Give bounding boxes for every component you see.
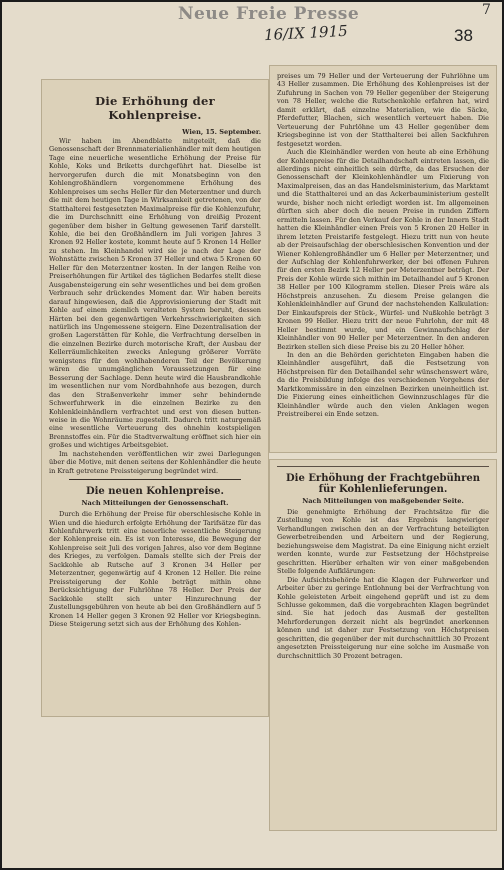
article2-continued-paragraph-2: Auch die Kleinhändler werden von heute ab eine Erhöhung der Kohlenpreise für die Detailhandschaft eintreten lassen, die allerdings nicht einheitlich sein dürfte, da das Ersuchen der Genossenschaft der Kleinkohlenhändler um Fixierung von Maximalpreisen, das an das Handelsministerium, das Marktamt und die Statthalterei und an das Ackerbauministerium gestellt wurde, bisher noch nicht erledigt worden ist. Im allgemeinen dürften sich aber doch die neuen Preise in runden Ziffern ermitteln lassen. Für den Verkauf der Kohle in der Innern Stadt hatten die Kleinhändler einen Preis von 5 Kronen 20 Heller in ihrem letzten Preistarife festgelegt. Hiezu tritt nun von heute ab der Preisaufschlag der oberschlesischen Konvention und der Wiener Kohlengroßhändler um 6 Heller per Meterzentner, und der Aufschlag der Kohlenfuhrwerker, der bei offenen Fuhren für den ersten Bezirk 12 Heller per Meterzentner beträgt. Der Preis der Kohle würde sich mithin im Detailhandel auf 5 Kronen 38 Heller per 100 Kilogramm stellen. Dieser Preis wäre als Höchstpreis anzusehen. Zu diesem Preise gelangen die Kohlenkleinhändler auf Grund der nachstehenden Kalkulation: Der Einkaufspreis der Stück-, Würfel- und Nußkohle beträgt 3 Kronen 99 Heller. Hiezu tritt der neue Fuhrlohn, der mit 48 Heller bestimmt wurde, und ein Gewinnaufschlag der Kleinhändler von 90 Heller per Meterzentner. In den anderen Bezirken stellen sich diese Preise bis zu 20 Heller höher.	[277, 148, 489, 351]
article3-title: Die Erhöhung der Frachtgebühren für Kohlenlieferungen.	[286, 473, 480, 495]
handwritten-date: 16/IX 1915	[263, 21, 349, 45]
divider	[69, 479, 241, 480]
clipping-sheet	[2, 2, 502, 868]
article2-paragraph-1: Durch die Erhöhung der Preise für oberschlesische Kohle in Wien und die hiedurch erfolgte Erhöhung der Tarifsätze für das Kohlenfuhrwerk tritt eine neuerliche wesentliche Steigerung der Kohlenpreise ein. Es ist von Interesse, die Bewegung der Kohlenpreise seit Juli des vorigen Jahres, also vor dem Beginne des Krieges, zu verfolgen. Damals stellte sich der Preis der Sackkohle ab Rutsche auf 3 Kronen 34 Heller per Meterzentner, gegenwärtig auf 4 Kronen 12 Heller. Die reine Preissteigerung der Kohle beträgt mithin ohne Berücksichtigung der Fuhrlöhne 78 Heller. Der Preis der Sackkohle stellt sich unter Hinzurechnung der Zustellungsgebühren von heute ab bei den Großhändlern auf 5 Kronen 14 Heller gegen 3 Kronen 92 Heller vor Kriegsbeginn. Diese Steigerung setzt sich aus der Erhöhung des Kohlen-	[49, 510, 261, 629]
newspaper-masthead: Neue Freie Presse	[178, 4, 360, 24]
article2-continued-paragraph-1: preises um 79 Heller und der Verteuerung der Fuhrlöhne um 43 Heller zusammen. Die Erhöhung des Kohlenpreises ist der Zufuhrung in Sachen von 79 Heller gegenüber der Steigerung von 78 Heller, welche die Rutschenkohle erfahren hat, wird damit erklärt, daß einzelne Materialien, wie die Säcke, Pferdefutter, Blachen, sich wesentlich verteuert haben. Die Verteuerung der Fuhrlöhne um 43 Heller gegenüber dem Kriegsbeginne ist von der Statthalterei bei allen Sackfuhren festgesetzt worden.	[277, 72, 489, 148]
article1-dateline: Wien, 15. September.	[182, 128, 261, 136]
article2-continued-paragraph-3: In den an die Behörden gerichteten Eingaben haben die Kleinhändler ausgeführt, daß die Festsetzung von Höchstpreisen für den Detailhandel sehr wünschenswert wäre, da die Preisbildung infolge des verschiedenen Vorgehens der Marktkommissäre in den einzelnen Bezirken uneinheitlich ist. Die Fixierung eines einheitlichen Gewinnzuschlages für die Kleinhändler würde auch den vielen Anklagen wegen Preistreiberei ein Ende setzen.	[277, 350, 489, 419]
page-number: 38	[454, 26, 473, 45]
clipping-right-top	[270, 66, 496, 452]
article2-subtitle: Nach Mitteilungen der Genossenschaft.	[81, 499, 229, 508]
article2-title: Die neuen Kohlenpreise.	[85, 486, 225, 498]
article3-subtitle: Nach Mitteilungen von maßgebender Seite.	[302, 497, 464, 505]
corner-mark: 7	[482, 2, 491, 18]
article3-paragraph-2: Die Aufsichtsbehörde hat die Klagen der Fuhrwerker und Arbeiter über zu geringe Entlohnung bei der Verfrachtung von Kohle geleisteten Arbeit eingehend geprüft und ist zu dem Schlusse gekommen, daß die vorgebrachten Klagen begründet sind. Sie hat jedoch das Ausmaß der gestellten Mehrforderungen derzeit nicht als begründet anerkennen können und ist daher zur Festsetzung von Höchstpreisen geschritten, die gegenüber der mit durchschnittlich 30 Prozent angesetzten Preissteigerung nur eine solche im Ausmaße von durchschnittlich 30 Prozent betragen.	[277, 575, 489, 660]
clipping-right-bottom	[270, 460, 496, 830]
clipping-left-column	[42, 80, 268, 716]
article3-paragraph-1: Die genehmigte Erhöhung der Frachtsätze für die Zustellung von Kohle ist das Ergebnis langwieriger Verhandlungen zwischen den an der Verfrachtung beteiligten Gewerbetreibenden und Arbeitern und der Regierung, beziehungsweise dem Magistrat. Da eine Einigung nicht erzielt werden konnte, wurde zur Festsetzung der Höchstpreise geschritten. Hierüber erhalten wir von einer maßgebenden Stelle folgende Aufklärungen:	[277, 508, 489, 576]
article1-paragraph-1: Wir haben im Abendblatte mitgeteilt, daß die Genossenschaft der Brennmaterialienhändler mit dem heutigen Tage eine neuerliche wesentliche Erhöhung der Preise für Kohle, Koks und Briketts durchgeführt hat. Dieselbe ist hervorgerufen durch die mit Monatsbeginn von den Kohlengroßhändlern vorgenommene Erhöhung des Kohlenpreises um sechs Heller für den Meterzentner und durch die mit dem heutigen Tage in Wirksamkeit getretenen, von der Statthalterei festgesetzten Maximalpreise für die Kohlenzufuhr, die im Durchschnitt eine Erhöhung von dreißig Prozent gegenüber dem bisher in Geltung gewesenen Tarif darstellt. Kohle, die bei den Großhändlern im Juli vorigen Jahres 3 Kronen 92 Heller kostete, kommt heute auf 5 Kronen 14 Heller zu stehen. Im Kleinhandel wird sie je nach der Lage der Wohnstätte zwischen 5 Kronen 37 Heller und etwa 5 Kronen 60 Heller für den Meterzentner kosten. In der langen Reihe von Preiserhöhungen für Artikel des täglichen Bedarfes stellt diese Ausgabensteigerung ein sehr wesentliches und bei dem großen Verbrauch sehr drückendes Moment dar. Wir haben bereits darauf hingewiesen, daß die Approvisionierung der Stadt mit Kohle auf einem ziemlich veralteten System beruht, dessen Härten bei den gegenwärtigen Verkehrsschwierigkeiten sich natürlich ins Ungemessene steigern. Eine Dezentralisation der großen Lagerstätten für Kohle, die Verfrachtung derselben in die einzelnen Bezirke durch motorische Kraft, der Ausbau der Kellerräumlichkeiten zwecks Anlegung größerer Vorräte wenigstens für den wohlhabenderen Teil der Bevölkerung wären die unumgänglichen Voraussetzungen für eine Besserung der Sachlage. Denn heute wird die Hausbrandkohle im wesentlichen nur vom Nordbahnhofe aus bezogen, durch das den Straßenverkehr immer sehr behindernde Schwerfuhrwerk in die einzelnen Bezirke zu den Kohlenkleinhändlern verfrachtet und erst von diesen butten- weise in die Wohnräume zugestellt. Dadurch tritt naturgemäß eine wesentliche Verteuerung des ohnehin kostspieligen Brennstoffes ein. Für die Stadtverwaltung eröffnet sich hier ein großes und wichtiges Arbeitsgebiet.	[49, 137, 261, 450]
article1-paragraph-2: Im nachstehenden veröffentlichen wir zwei Darlegungen über die Motive, mit denen seitens der Kohlenhändler die heute in Kraft getretene Preissteigerung begründet wird.	[49, 449, 261, 475]
top-rule	[277, 466, 489, 467]
article1-title: Die Erhöhung der Kohlenpreise.	[95, 94, 215, 122]
